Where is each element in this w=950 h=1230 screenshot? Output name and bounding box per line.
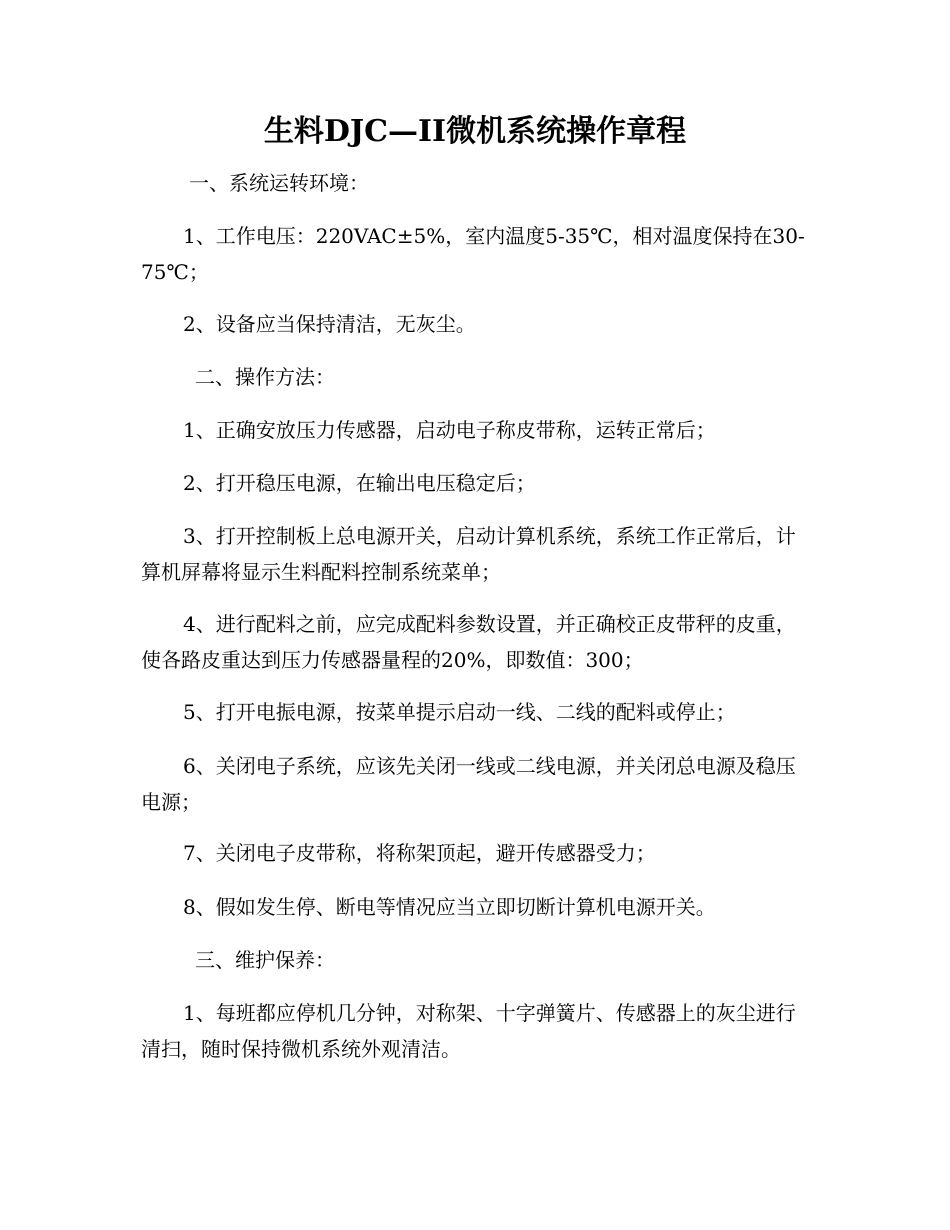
section-heading-environment: 一、系统运转环境： [189, 171, 369, 195]
document-title: 生料DJC—II微机系统操作章程 [263, 114, 687, 149]
paragraph-voltage: 1、工作电压：220VAC±5%，室内温度5-35℃，相对温度保持在30-75℃； [141, 224, 805, 284]
paragraph-maintenance-1: 1、每班都应停机几分钟，对称架、十字弹簧片、传感器上的灰尘进行清扫，随时保持微机系统外观清洁。 [141, 1001, 796, 1061]
paragraph-cleanliness: 2、设备应当保持清洁，无灰尘。 [183, 312, 476, 336]
paragraph-step-6: 6、关闭电子系统，应该先关闭一线或二线电源，并关闭总电源及稳压电源； [141, 754, 796, 814]
section-heading-operation: 二、操作方法： [195, 365, 335, 389]
section-heading-maintenance: 三、维护保养： [195, 948, 335, 972]
paragraph-step-8: 8、假如发生停、断电等情况应当立即切断计算机电源开关。 [183, 895, 716, 919]
paragraph-step-4: 4、进行配料之前，应完成配料参数设置，并正确校正皮带秤的皮重，使各路皮重达到压力传感器量程的20%，即数值：300； [141, 612, 796, 672]
paragraph-step-5: 5、打开电振电源，按菜单提示启动一线、二线的配料或停止； [183, 700, 736, 724]
paragraph-step-2: 2、打开稳压电源，在输出电压稳定后； [183, 471, 536, 495]
paragraph-step-1: 1、正确安放压力传感器，启动电子称皮带称，运转正常后； [183, 418, 716, 442]
paragraph-step-3: 3、打开控制板上总电源开关，启动计算机系统，系统工作正常后，计算机屏幕将显示生料配料控制系统菜单； [141, 524, 796, 584]
paragraph-step-7: 7、关闭电子皮带称，将称架顶起，避开传感器受力； [183, 841, 656, 865]
